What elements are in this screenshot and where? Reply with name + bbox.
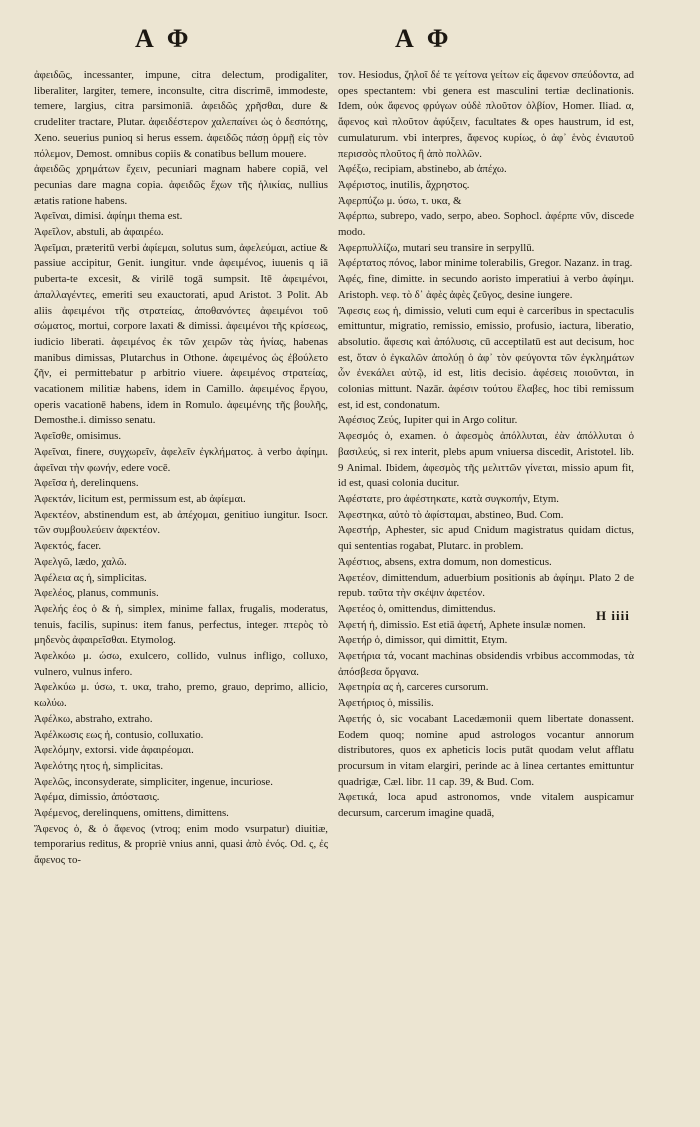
- dictionary-entry: Ἀφεκτάν, licitum est, permissum est, ab ἀφίεμαι.: [34, 492, 246, 505]
- dictionary-entry: Ἀφεῖλον, abstuli, ab ἀφαιρέω.: [34, 226, 164, 239]
- dictionary-entry: Ἀφεσμός ὁ, examen. ὁ ἀφεσμὸς ἀπόλλυται, ἐὰν ἀπόλλυται ὁ βασιλεύς, si rex interit, plebs apum vniuersa discedit, Aristotel. lib. 9 Animal. Ibidem, ἀφεσμὸς τῆς μελιττῶν γίνεται, missio apum fit, id est, quasi colonia ducitur.: [338, 430, 634, 490]
- running-header-right: Α Φ: [395, 24, 453, 53]
- dictionary-entry: Ἀφεῖσθε, omisimus.: [34, 430, 122, 443]
- dictionary-entry: Ἀφετήρια τά, vocant machinas obsidendis vrbibus accommodas, τὰ ἀπόσβεσα ὄργανα.: [338, 650, 634, 678]
- dictionary-entry: Ἀφελκόω μ. ώσω, exulcero, collido, vulnus infligo, colluxo, vulnero, vulnus infero.: [34, 650, 328, 678]
- dictionary-entry: Ἀφέριστος, inutilis, ἄχρηστος.: [338, 178, 470, 191]
- dictionary-entry: Ἀφεστήρ, Aphester, sic apud Cnidum magistratus quidam dictus, qui sententias rogabat, Plutarc. in problem.: [338, 524, 634, 553]
- dictionary-entry: Ἀφές, fine, dimitte. in secundo aoristo imperatiui à verbo ἀφίημι. Aristoph. νεφ. τὸ δ᾽ ἀφὲς ἀφὲς ζεῦγος, desine iungere.: [338, 273, 634, 301]
- dictionary-entry: Ἀφελκύω μ. ύσω, τ. υκα, traho, premo, grauo, deprimo, allicio, κωλύω.: [34, 681, 328, 710]
- dictionary-entry: Ἀφετέον, dimittendum, aduerbium positionis ab ἀφίημι. Plato 2 de repub. ταῦτα τὴν σκέψιν ἀφετέον.: [338, 571, 634, 600]
- dictionary-entry: Ἀφεῖσα ἡ, derelinquens.: [34, 477, 139, 490]
- dictionary-entry: Ἀφέμενος, derelinquens, omittens, dimittens.: [34, 807, 229, 820]
- dictionary-entry: Ἀφερπυλλίζω, mutari seu transire in serpyllū.: [338, 241, 535, 254]
- dictionary-entry: Ἀφέξω, recipiam, abstinebo, ab ἀπέχω.: [338, 163, 507, 176]
- dictionary-entry: ἀφειδῶς χρημάτων ἔχειν, pecuniari magnam habere copiā, vel pecunias dare magna copia. ἀφειδῶς ἔχων τῆς ἡλικίας, nullius ætatis ratione habens.: [34, 163, 328, 207]
- dictionary-entry: Ἀφεκτέον, abstinendum est, ab ἀπέχομαι, genitiuo iungitur. Isocr. τῶν συμβουλεύειν ἀφεκτέον.: [34, 508, 328, 537]
- dictionary-entry: Ἀφετής ὁ, sic vocabant Lacedæmonii quem libertate donassent. Eodem quoq; nomine apud astrologos vocantur annorum distributores, quos ex apheticis locis putāt quodam velut afflatu procursum in vitam elargiri, perinde ac à linea certantes emittuntur quadrigæ, Cæl. libr. 11 cap. 39, & Bud. Com.: [338, 712, 634, 788]
- dictionary-entry: τον. Hesiodus, ζηλοῖ δέ τε γείτονα γείτων εἰς ἄφενον σπεύδοντα, ad opes spectantem: vbi genera est masculini tertiæ declinationis. Idem, οὐκ ἄφενος φρύγων οὐδὲ πλοῦτον ὀλβίον, Homer. Iliad. α, ἄφενος καὶ πλοῦτον ἀφύξειν, facultates & opes haustrum, id est, cumulaturum. vbi interpres, ἄφενος κυρίως, ὁ ἀφ᾽ ἑνὸς ἐνιαυτοῦ περισσὸς πλοῦτος ἢ ἀπὸ πολλῶν.: [338, 69, 634, 160]
- dictionary-entry: Ἀφελῶς, inconsyderate, simpliciter, ingenue, incuriose.: [34, 775, 273, 788]
- dictionary-entry: Ἀφετήριος ὁ, missilis.: [338, 697, 434, 710]
- running-header-left: Α Φ: [135, 24, 193, 53]
- dictionary-entry: Ἀφέσιος Ζεύς, Iupiter qui in Argo colitur.: [338, 414, 518, 427]
- dictionary-entry: Ἀφεῖναι, finere, συγχωρεῖν, ἀφελεῖν ἐγκλήματος. à verbo ἀφίημι. ἀφεῖναι τὴν φωνήν, edere vocē.: [34, 445, 328, 474]
- left-column: [34, 68, 328, 869]
- dictionary-entry: Ἀφέρτατος πόνος, labor minime tolerabilis, Gregor. Nazanz. in trag.: [338, 257, 633, 270]
- dictionary-entry: Ἀφελέος, planus, communis.: [34, 587, 159, 600]
- dictionary-entry: Ἀφερπύζω μ. ύσω, τ. υκα, &: [338, 194, 462, 207]
- dictionary-entry: Ἀφέλκωσις εως ἡ, contusio, colluxatio.: [34, 728, 204, 741]
- dictionary-entry: Ἀφελότης ητος ἡ, simplicitas.: [34, 759, 164, 772]
- dictionary-entry: Ἀφελόμην, extorsi. vide ἀφαιρέομαι.: [34, 744, 194, 757]
- signature-mark: H iiii: [596, 608, 630, 623]
- dictionary-entry: Ἄφενος ὁ, & ὁ ἄφενος (vtroq; enim modo vsurpatur) diuitiæ, temporarius reditus, & propriè vnius anni, quasi ἀπὸ ἐνός. Od. ς, ἐς ἄφενος το-: [34, 822, 328, 867]
- dictionary-entry: Ἀφέλεια ας ἡ, simplicitas.: [34, 571, 147, 584]
- dictionary-entry: ἀφειδῶς, incessanter, impune, citra delectum, prodigaliter, liberaliter, largiter, temere, inconsulte, citra discrimē, immodeste, temere, largius, citra parsimoniā. ἀφειδῶς χρῆσθαι, dure & crudeliter tractare, Plutar. ἀφειδέστερον χαλεπαίνει ὡς ὁ δεσπότης, Xeno. seuerius punioq si herus essem. ἀφειδῶς πάσῃ ὁρμῇ εἰς τὸν πόλεμον, Demost. omnibus copiis & conatibus bellum mouere.: [34, 69, 328, 160]
- dictionary-entry: Ἀφέλκω, abstraho, extraho.: [34, 712, 153, 725]
- dictionary-entry: Ἀφετέος ὁ, omittendus, dimittendus.: [338, 602, 496, 615]
- dictionary-entry: Ἀφέστιος, absens, extra domum, non domesticus.: [338, 555, 552, 568]
- dictionary-entry: Ἀφελγῶ, lædo, χαλῶ.: [34, 555, 127, 568]
- dictionary-entry: Ἀφεστηκα, αὐτὸ τὸ ἀφίσταμαι, abstineo, Bud. Com.: [338, 508, 564, 521]
- dictionary-entry: Ἀφετηρία ας ἡ, carceres cursorum.: [338, 681, 489, 694]
- dictionary-entry: Ἀφεῖμαι, præteritū verbi ἀφίεμαι, solutus sum, ἀφελεύμαι, actiue & passiue accipitur, Genit. iungitur. vnde ἀφειμένος, iuuenis q iā puberta-te excesit, & virilē togā sumpsit. Itē ἀφειμένοι, ἀπαλλαγέντες, emeriti seu exauctorati, apud Aristot. 3 Polit. Ab aliis ἀφειμένοι τῆς στρατείας, ἀποθανόντες ἀφειμένοι τοῦ σώματος, mortui, corpore laxati & dimissi. ἀφειμένοι τῆς κρίσεως, iudicio liberati. ἀφειμένος ἐκ τῶν χειρῶν τὰς ἡνίας, habenas manibus dimissas, Plutarchus in Othone. ἀφειμένος ὡς ἐβούλετο ζῆν, ei permittebatur p arbitrio viuere. ἀφειμένος στρατείας, vacationem militiæ habens, idem in Camillo. ἀφειμένος ἔργου, operis vacationē habens, idem in Romulo. ἀφειμένης τῆς βουλῆς, Demosthe.i. dimisso senatu.: [34, 241, 328, 427]
- dictionary-entry: Ἀφετή ἡ, dimissio. Est etiā ἀφετή, Aphete insulæ nomen.: [338, 618, 586, 631]
- dictionary-entry: Ἀφετικά, loca apud astronomos, vnde vitalem auspicamur decursum, carcerum imagine quadā,: [338, 791, 634, 820]
- dictionary-entry: Ἀφέρπω, subrepo, vado, serpo, abeo. Sophocl. ἀφέρπε νῦν, discede modo.: [338, 210, 634, 239]
- dictionary-entry: Ἀφελής ἐος ὁ & ἡ, simplex, minime fallax, frugalis, moderatus, tenuis, facilis, supinus: item fanus, perfectus, integer. πτερὸς τὸ μηδενὸς ἀφαιρεῖσθαι. Etymolog.: [34, 602, 328, 647]
- dictionary-entry: Ἀφεῖναι, dimisi. ἀφίημι thema est.: [34, 210, 183, 223]
- dictionary-entry: Ἀφεκτός, facer.: [34, 540, 102, 553]
- dictionary-entry: Ἀφέστατε, pro ἀφέστηκατε, κατὰ συγκοπήν, Etym.: [338, 492, 559, 505]
- dictionary-entry: Ἀφετήρ ὁ, dimissor, qui dimittit, Etym.: [338, 634, 508, 647]
- right-column: [338, 68, 634, 822]
- dictionary-entry: Ἄφεσις εως ἡ, dimissio, veluti cum equi è carceribus in spectaculis emittuntur, migratio, remissio, emissio, profusio, iactura, liberatio, absolutio. ἄφεσις καὶ ἀπόλυσις, cū acceptilatū est aut decisum, hoc est, ὅταν ὁ ἐγκαλῶν ἀπολύῃ ὁ ἀφ᾽ τὸν φεύγοντα τῶν ἐγκλημάτων ὧν ἐνεκάλει αὐτῷ, id est, litis decisio. ἀφέσεις ποιοῦνται, in colonias mittunt. Nazār. ἀφέσιν τούτου ἔλαβες, hoc tibi remissum est, id est, condonatum.: [338, 304, 634, 411]
- dictionary-entry: Ἀφέμα, dimissio, ἀπόστασις.: [34, 791, 160, 804]
